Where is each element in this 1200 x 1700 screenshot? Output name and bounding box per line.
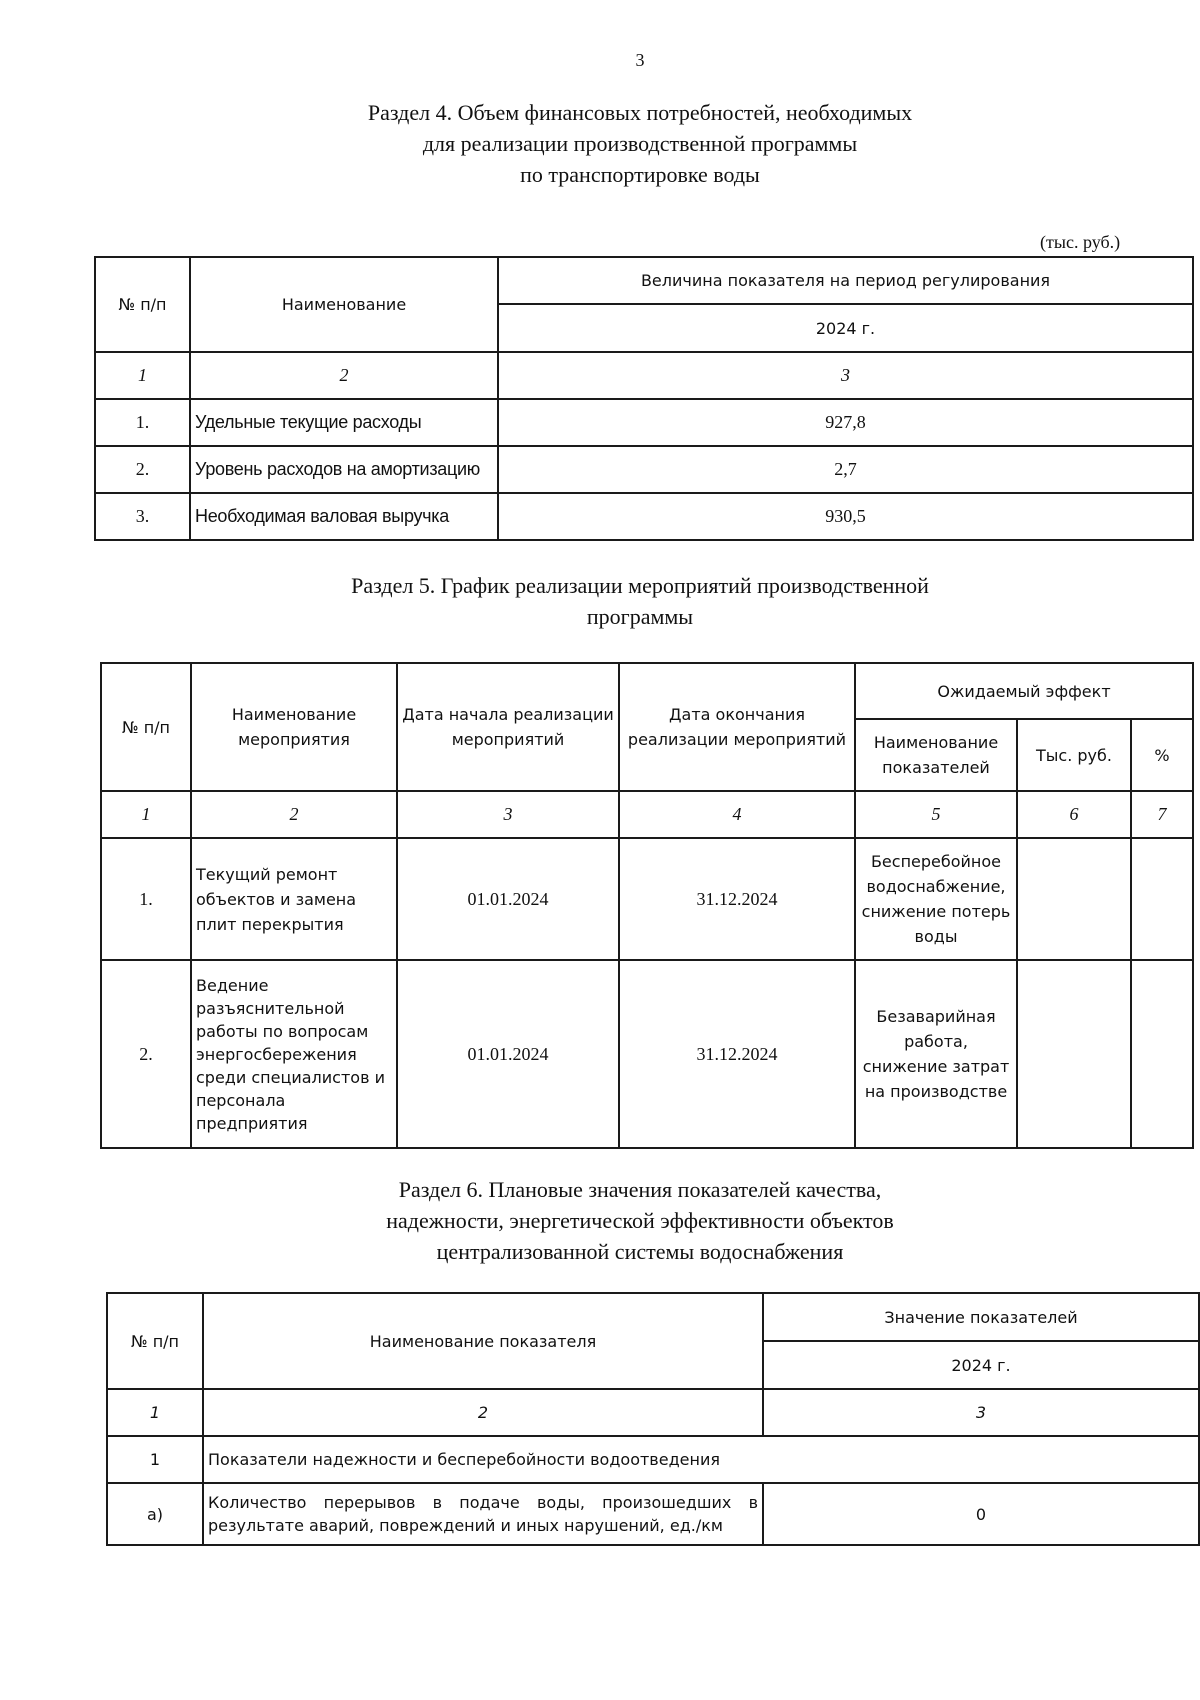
row-name: Ведение разъяснительной работы по вопросам энергосбережения среди специалистов и персонала предприятия (191, 960, 397, 1148)
row-pct (1131, 960, 1193, 1148)
section-4-title-line: для реализации производственной программы (422, 131, 858, 156)
header-effect-rub: Тыс. руб. (1017, 719, 1131, 791)
row-num: 1. (101, 838, 191, 960)
col-number: 2 (190, 352, 498, 399)
table-row (95, 493, 1193, 540)
row-rub (1017, 960, 1131, 1148)
row-value: 0 (763, 1483, 1199, 1545)
group-name: Показатели надежности и бесперебойности водоотведения (203, 1436, 1199, 1483)
row-pct (1131, 838, 1193, 960)
header-year: 2024 г. (763, 1341, 1199, 1389)
col-number: 1 (107, 1389, 203, 1436)
row-name: Уровень расходов на амортизацию (190, 446, 498, 493)
group-num: 1 (107, 1436, 203, 1483)
financial-needs-table (94, 256, 1194, 541)
col-number: 2 (203, 1389, 763, 1436)
row-value: 930,5 (498, 493, 1193, 540)
row-start: 01.01.2024 (397, 838, 619, 960)
row-value: 2,7 (498, 446, 1193, 493)
indicators-table (106, 1292, 1200, 1546)
col-number: 4 (619, 791, 855, 838)
section-6-title (0, 1174, 1200, 1267)
table-row (95, 446, 1193, 493)
row-effect: Бесперебойное водоснабжение, снижение потерь воды (855, 838, 1017, 960)
section-4-title (0, 97, 1200, 190)
row-num: 1. (95, 399, 190, 446)
group-row (107, 1436, 1199, 1483)
table-row (101, 838, 1193, 960)
col-number: 3 (763, 1389, 1199, 1436)
section-6-title-line: надежности, энергетической эффективности объектов (386, 1208, 894, 1233)
col-number: 6 (1017, 791, 1131, 838)
section-6-title-line: Раздел 6. Плановые значения показателей качества, (398, 1177, 882, 1202)
table-row (95, 399, 1193, 446)
row-value: 927,8 (498, 399, 1193, 446)
row-start: 01.01.2024 (397, 960, 619, 1148)
header-name: Наименование (190, 257, 498, 352)
col-number: 2 (191, 791, 397, 838)
row-effect: Безаварийная работа, снижение затрат на производстве (855, 960, 1017, 1148)
header-num: № п/п (95, 257, 190, 352)
col-number: 3 (498, 352, 1193, 399)
header-name: Наименование показателя (203, 1293, 763, 1389)
schedule-table (100, 662, 1194, 1149)
row-name: Удельные текущие расходы (190, 399, 498, 446)
row-name: Количество перерывов в подаче воды, произошедших в результате аварий, повреждений и иных нарушений, ед./км (203, 1483, 763, 1545)
section-5-title-line: программы (586, 604, 694, 629)
row-num: 2. (95, 446, 190, 493)
col-number: 1 (101, 791, 191, 838)
header-end: Дата окончания реализации мероприятий (619, 663, 855, 791)
row-end: 31.12.2024 (619, 838, 855, 960)
section-5-title (0, 570, 1200, 632)
section-4-title-line: по транспортировке воды (520, 162, 760, 187)
header-effect-group: Ожидаемый эффект (855, 663, 1193, 719)
col-number: 5 (855, 791, 1017, 838)
section-6-title-line: централизованной системы водоснабжения (436, 1239, 844, 1264)
header-name: Наименование мероприятия (191, 663, 397, 791)
header-value-group: Значение показателей (763, 1293, 1199, 1341)
unit-label: (тыс. руб.) (1040, 232, 1121, 252)
header-num: № п/п (107, 1293, 203, 1389)
section-5-title-line: Раздел 5. График реализации мероприятий производственной (351, 573, 929, 598)
table-row (101, 960, 1193, 1148)
row-name: Текущий ремонт объектов и замена плит перекрытия (191, 838, 397, 960)
table-row (107, 1483, 1199, 1545)
header-start: Дата начала реализации мероприятий (397, 663, 619, 791)
header-year: 2024 г. (498, 304, 1193, 352)
row-num: 3. (95, 493, 190, 540)
header-effect-name: Наименование показателей (855, 719, 1017, 791)
row-rub (1017, 838, 1131, 960)
row-num: 2. (101, 960, 191, 1148)
header-num: № п/п (101, 663, 191, 791)
col-number: 7 (1131, 791, 1193, 838)
row-num: а) (107, 1483, 203, 1545)
header-value-group: Величина показателя на период регулирования (498, 257, 1193, 304)
row-name: Необходимая валовая выручка (190, 493, 498, 540)
row-end: 31.12.2024 (619, 960, 855, 1148)
col-number: 3 (397, 791, 619, 838)
section-4-title-line: Раздел 4. Объем финансовых потребностей, необходимых (367, 100, 913, 125)
col-number: 1 (95, 352, 190, 399)
page-number: 3 (635, 50, 645, 70)
header-effect-pct: % (1131, 719, 1193, 791)
